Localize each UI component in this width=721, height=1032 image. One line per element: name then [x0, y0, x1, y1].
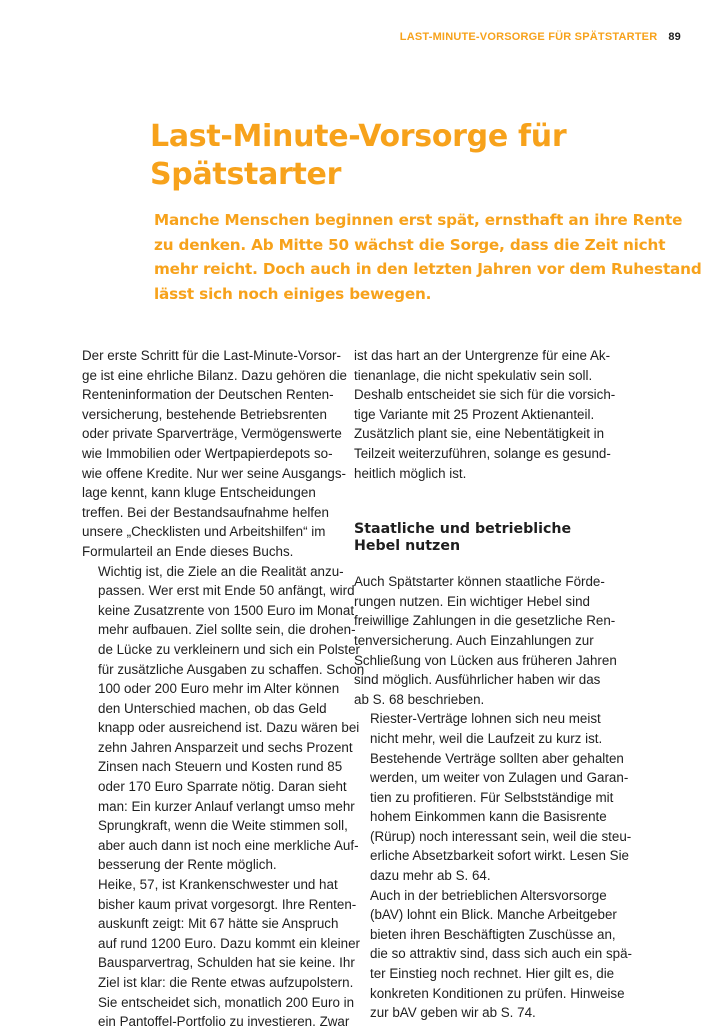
- text-line: Schließung von Lücken aus früheren Jahren: [354, 652, 617, 668]
- paragraph: [82, 562, 365, 876]
- text-line: unsere „Checklisten und Arbeitshilfen“ im: [82, 524, 326, 540]
- intro-line: lässt sich noch einiges bewegen.: [154, 284, 432, 303]
- text-line: Der erste Schritt für die Last-Minute-Vorsor-: [82, 348, 341, 363]
- right-column: [354, 346, 632, 1023]
- text-line: aber auch dann ist noch eine merkliche Auf-: [98, 837, 359, 853]
- text-line: (bAV) lohnt ein Blick. Manche Arbeitgeber: [370, 907, 617, 923]
- paragraph: [82, 875, 361, 1032]
- paragraph: [354, 709, 632, 885]
- text-line: Zusätzlich plant sie, eine Nebentätigkeit in: [354, 426, 605, 442]
- text-line: 100 oder 200 Euro mehr im Alter können: [98, 681, 340, 697]
- intro-line: zu denken. Ab Mitte 50 wächst die Sorge, dass die Zeit nicht: [154, 235, 666, 254]
- section-heading-line: Hebel nutzen: [354, 538, 461, 555]
- text-line: Formularteil an Ende dieses Buchs.: [82, 543, 294, 559]
- paragraph: [354, 572, 616, 709]
- text-line: keine Zusatzrente von 1500 Euro im Monat: [98, 602, 355, 618]
- text-line: zehn Jahren Ansparzeit und sechs Prozent: [98, 739, 353, 755]
- text-line: wie Immobilien oder Wertpapierdepots so-: [82, 445, 333, 461]
- text-line: tienanlage, die nicht spekulativ sein soll.: [354, 367, 593, 383]
- text-line: Heike, 57, ist Krankenschwester und hat: [98, 877, 338, 893]
- text-line: für zusätzliche Ausgaben zu schaffen. Schon: [98, 661, 365, 677]
- text-line: werden, um weiter von Zulagen und Garan-: [370, 770, 629, 786]
- text-line: Wichtig ist, die Ziele an die Realität anzu-: [98, 563, 344, 579]
- paragraph: [354, 346, 616, 483]
- text-line: wie offene Kredite. Nur wer seine Ausgangs-: [82, 465, 346, 481]
- text-line: versicherung, bestehende Betriebsrenten: [82, 406, 327, 422]
- left-column: [82, 346, 365, 1032]
- text-line: besserung der Rente möglich.: [98, 857, 277, 873]
- text-line: (Rürup) noch interessant sein, weil die steu-: [370, 828, 632, 844]
- text-line: nicht mehr, weil die Laufzeit zu kurz ist.: [370, 730, 603, 746]
- text-line: passen. Wer erst mit Ende 50 anfängt, wird: [98, 583, 355, 599]
- page-number: 89: [668, 31, 681, 43]
- text-line: Zinsen nach Steuern und Kosten rund 85: [98, 759, 343, 775]
- text-line: treffen. Bei der Bestandsaufnahme helfen: [82, 504, 329, 520]
- text-line: bisher kaum privat vorgesorgt. Ihre Renten-: [98, 896, 357, 912]
- text-line: Deshalb entscheidet sie sich für die vorsich-: [354, 387, 616, 403]
- text-line: Sie entscheidet sich, monatlich 200 Euro in: [98, 994, 355, 1010]
- section-heading-line: Staatliche und betriebliche: [354, 521, 572, 538]
- text-line: man: Ein kurzer Anlauf verlangt umso mehr: [98, 798, 355, 814]
- text-line: auskunft zeigt: Mit 67 hätte sie Anspruch: [98, 916, 339, 932]
- intro-line: Manche Menschen beginnen erst spät, ernsthaft an ihre Rente: [154, 211, 683, 229]
- text-line: Sprungkraft, wenn die Weite stimmen soll,: [98, 818, 348, 834]
- text-line: oder private Sparverträge, Vermögenswerte: [82, 426, 342, 442]
- text-line: Teilzeit weiterzuführen, solange es gesund-: [354, 445, 611, 461]
- text-line: rungen nutzen. Ein wichtiger Hebel sind: [354, 593, 590, 609]
- text-line: tenversicherung. Auch Einzahlungen zur: [354, 632, 594, 648]
- running-head: [400, 31, 681, 43]
- text-line: knapp oder ausreichend ist. Dazu wären bei: [98, 720, 360, 736]
- text-line: den Unterschied machen, ob das Geld: [98, 700, 327, 716]
- intro-line: mehr reicht. Doch auch in den letzten Jahren vor dem Ruhestand: [154, 260, 702, 278]
- text-line: konkreten Konditionen zu prüfen. Hinweise: [370, 985, 625, 1001]
- text-line: erliche Absetzbarkeit sofort wirkt. Lesen Sie: [370, 848, 630, 864]
- text-line: tien zu profitieren. Für Selbstständige mit: [370, 789, 614, 805]
- text-line: Bausparvertrag, Schulden hat sie keine. Ihr: [98, 955, 355, 971]
- chapter-title-line: Spätstarter: [150, 157, 342, 192]
- text-line: bieten ihren Beschäftigten Zuschüsse an,: [370, 926, 616, 942]
- text-line: de Lücke zu verkleinern und sich ein Polster: [98, 641, 361, 657]
- text-line: zur bAV geben wir ab S. 74.: [370, 1005, 536, 1021]
- text-line: Renteninformation der Deutschen Renten-: [82, 387, 334, 403]
- paragraph: [354, 886, 632, 1023]
- chapter-intro: [154, 208, 702, 306]
- text-line: lage kennt, kann kluge Entscheidungen: [82, 485, 316, 501]
- paragraph: [82, 346, 348, 562]
- text-line: auf rund 1200 Euro. Dazu kommt ein kleiner: [98, 935, 361, 951]
- text-line: ein Pantoffel-Portfolio zu investieren. Zwar: [98, 1014, 350, 1030]
- text-line: oder 170 Euro Sparrate nötig. Daran sieht: [98, 779, 347, 795]
- text-line: Bestehende Verträge sollten aber gehalten: [370, 750, 624, 766]
- text-line: tige Variante mit 25 Prozent Aktienanteil.: [354, 406, 595, 422]
- chapter-title: [150, 118, 670, 194]
- text-line: sind möglich. Ausführlicher haben wir das: [354, 672, 601, 688]
- text-line: freiwillige Zahlungen in die gesetzliche Ren-: [354, 613, 616, 629]
- running-head-title: LAST-MINUTE-VORSORGE FÜR SPÄTSTARTER: [399, 31, 658, 43]
- text-line: Riester-Verträge lohnen sich neu meist: [370, 711, 601, 727]
- text-line: dazu mehr ab S. 64.: [370, 868, 491, 884]
- text-line: ab S. 68 beschrieben.: [354, 691, 485, 707]
- text-line: Ziel ist klar: die Rente etwas aufzupolstern.: [98, 975, 354, 990]
- section-heading: [354, 521, 616, 555]
- text-line: heitlich möglich ist.: [354, 465, 467, 481]
- text-line: hohem Einkommen kann die Basisrente: [370, 809, 607, 825]
- text-line: mehr aufbauen. Ziel sollte sein, die drohen-: [98, 622, 356, 638]
- text-line: Auch in der betrieblichen Altersvorsorge: [370, 887, 607, 903]
- text-line: ge ist eine ehrliche Bilanz. Dazu gehören die: [82, 367, 348, 383]
- chapter-title-line: Last-Minute-Vorsorge für: [150, 119, 567, 154]
- text-line: ist das hart an der Untergrenze für eine Ak-: [354, 348, 611, 363]
- text-line: Auch Spätstarter können staatliche Förde-: [354, 574, 605, 590]
- text-line: die so attraktiv sind, dass sich auch ein spä-: [370, 946, 632, 962]
- text-line: ter Einstieg noch rechnet. Hier gilt es, die: [370, 966, 615, 982]
